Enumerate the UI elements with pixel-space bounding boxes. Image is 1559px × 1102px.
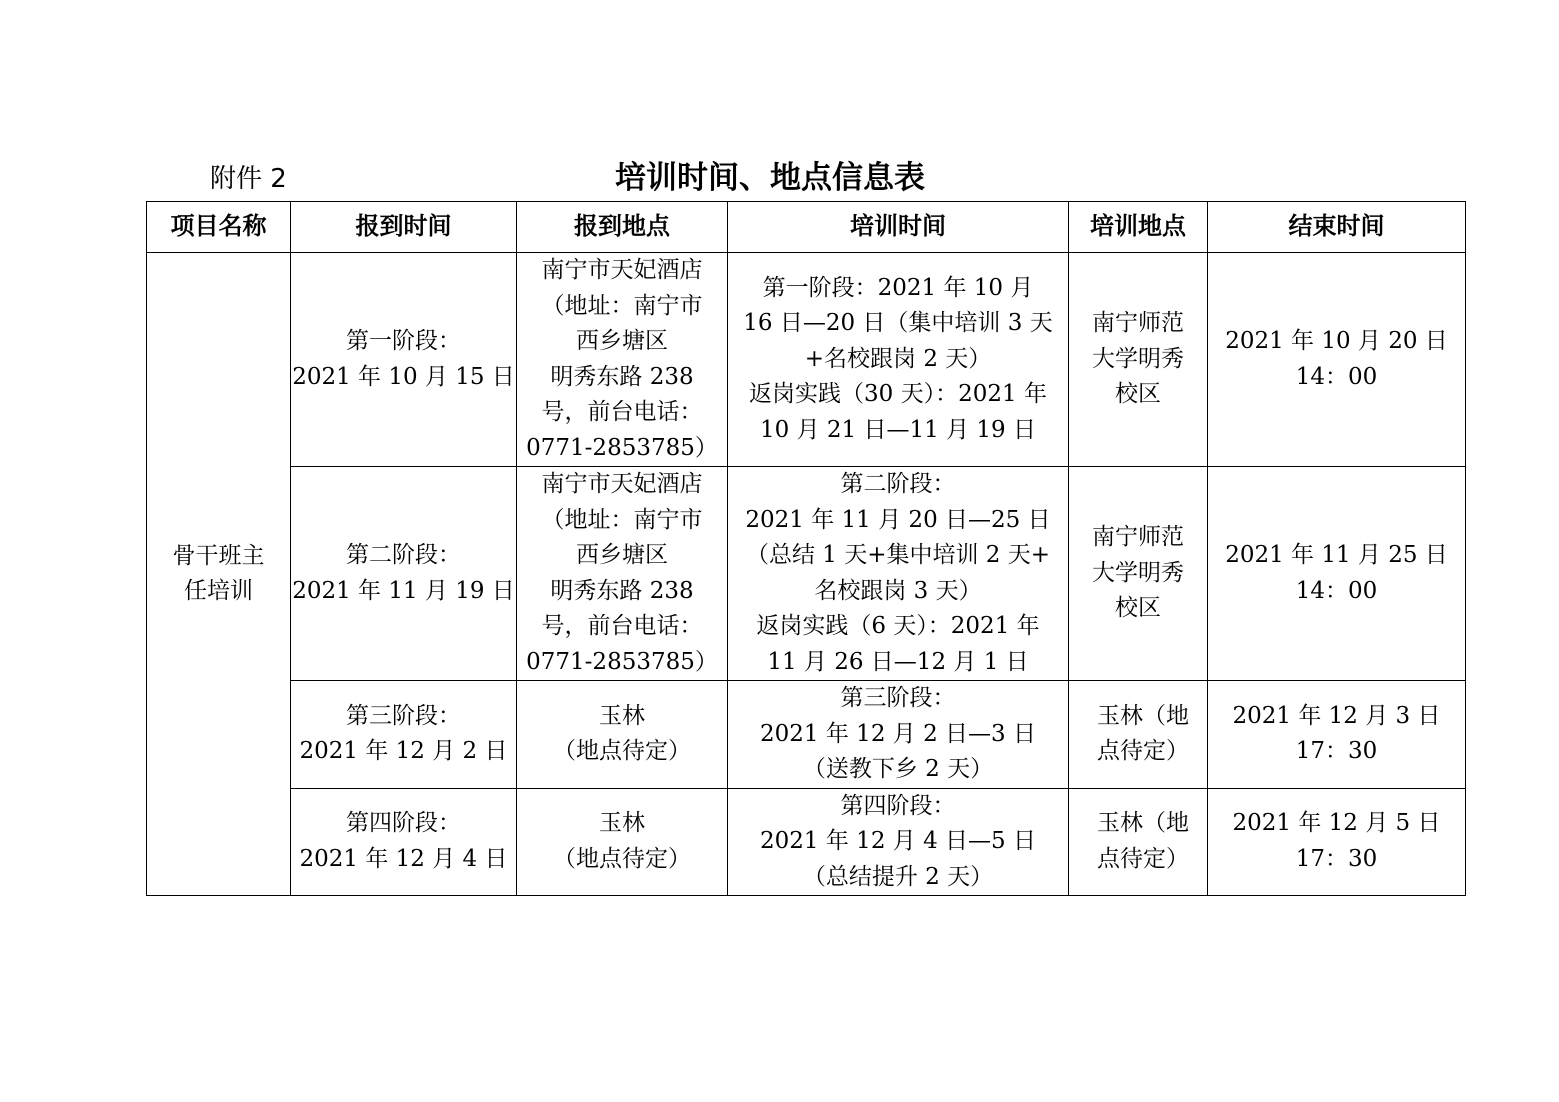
cell-line: （地址：南宁市: [541, 292, 703, 319]
cell-line: 名校跟岗 3 天）: [814, 577, 982, 604]
cell-line: （总结 1 天+集中培训 2 天+: [745, 542, 1051, 568]
cell-line: 返岗实践（6 天）：2021 年: [756, 613, 1040, 639]
end-time-cell: [1208, 467, 1466, 681]
training-place-cell: [1069, 788, 1208, 896]
table-row: [147, 253, 1466, 467]
checkin-place-cell: [517, 788, 728, 896]
cell-line: （地点待定）: [553, 845, 691, 872]
cell-line: （地址：南宁市: [541, 506, 703, 533]
schedule-table: [146, 201, 1466, 896]
cell-line: 2021 年 12 月 5 日: [1232, 810, 1441, 837]
cell-line: 0771-2853785）: [526, 434, 718, 461]
cell-line: 第四阶段：: [346, 810, 461, 837]
cell-line: 第四阶段：: [840, 792, 956, 819]
cell-line: 玉林（地: [1097, 810, 1189, 837]
cell-line: 点待定）: [1097, 845, 1189, 872]
cell-line: 第三阶段：: [346, 702, 461, 729]
checkin-place-cell: [517, 681, 728, 789]
checkin-place-cell: [517, 467, 728, 681]
checkin-time-cell: [291, 253, 517, 467]
cell-line: 校区: [1115, 595, 1161, 622]
cell-line: 南宁师范: [1092, 524, 1184, 551]
end-time-cell: [1208, 788, 1466, 896]
cell-line: 2021 年 10 月 20 日: [1225, 328, 1448, 354]
cell-line: 17：30: [1295, 845, 1378, 872]
cell-line: （送教下乡 2 天）: [802, 756, 994, 782]
project-name-line: 任培训: [184, 578, 253, 604]
cell-line: 2021 年 12 月 4 日—5 日: [760, 828, 1036, 854]
cell-line: 校区: [1115, 381, 1161, 408]
cell-line: 西乡塘区: [576, 542, 668, 568]
training-place-cell: [1069, 467, 1208, 681]
checkin-time-cell: [291, 788, 517, 896]
cell-line: 11 月 26 日—12 月 1 日: [767, 648, 1029, 675]
cell-line: 2021 年 11 月 19 日: [292, 577, 515, 604]
cell-line: 0771-2853785）: [526, 648, 718, 675]
cell-line: 2021 年 11 月 20 日—25 日: [745, 506, 1051, 533]
cell-line: 大学明秀: [1092, 559, 1184, 586]
checkin-time-cell: [291, 467, 517, 681]
header-end-time: 结束时间: [1208, 202, 1466, 253]
cell-line: 大学明秀: [1092, 345, 1184, 372]
table-row: [147, 467, 1466, 681]
header-row: [147, 202, 1466, 253]
cell-line: 返岗实践（30 天）：2021 年: [749, 381, 1047, 408]
cell-line: （地点待定）: [553, 738, 691, 765]
end-time-cell: [1208, 681, 1466, 789]
table-row: [147, 788, 1466, 896]
cell-line: 14：00: [1295, 363, 1378, 390]
cell-line: 第三阶段：: [840, 685, 956, 711]
checkin-time-cell: [291, 681, 517, 789]
cell-line: +名校跟岗 2 天）: [804, 345, 992, 372]
cell-line: 2021 年 12 月 4 日: [299, 845, 508, 872]
cell-line: 南宁市天妃酒店: [541, 471, 703, 497]
cell-line: 号，前台电话：: [541, 613, 703, 639]
table-row: [147, 681, 1466, 789]
header-training-place: 培训地点: [1069, 202, 1208, 253]
cell-line: 第二阶段：: [840, 471, 956, 497]
training-place-cell: [1069, 253, 1208, 467]
cell-line: 2021 年 12 月 3 日: [1232, 702, 1441, 729]
cell-line: 明秀东路 238: [550, 363, 694, 390]
cell-line: 14：00: [1295, 577, 1378, 604]
header-checkin-time: 报到时间: [291, 202, 517, 253]
cell-line: 16 日—20 日（集中培训 3 天: [743, 310, 1053, 337]
cell-line: 第一阶段：: [346, 328, 461, 354]
cell-line: （总结提升 2 天）: [802, 863, 994, 890]
cell-line: 玉林: [599, 702, 645, 729]
training-time-cell: [728, 467, 1069, 681]
cell-line: 南宁师范: [1092, 310, 1184, 337]
cell-line: 17：30: [1295, 738, 1378, 765]
training-time-cell: [728, 253, 1069, 467]
cell-line: 第一阶段：2021 年 10 月: [762, 274, 1034, 301]
cell-line: 2021 年 10 月 15 日: [292, 363, 515, 390]
cell-line: 2021 年 11 月 25 日: [1225, 542, 1448, 568]
cell-line: 2021 年 12 月 2 日: [299, 738, 508, 765]
training-place-cell: [1069, 681, 1208, 789]
checkin-place-cell: [517, 253, 728, 467]
cell-line: 点待定）: [1097, 738, 1189, 765]
training-time-cell: [728, 681, 1069, 789]
header-project-name: 项目名称: [147, 202, 291, 253]
project-name-line: 骨干班主: [172, 542, 265, 569]
cell-line: 10 月 21 日—11 月 19 日: [760, 416, 1036, 443]
cell-line: 号，前台电话：: [541, 399, 703, 425]
cell-line: 明秀东路 238: [550, 577, 694, 604]
cell-line: 玉林: [599, 810, 645, 837]
attachment-label: 附件 2: [210, 164, 287, 194]
cell-line: 南宁市天妃酒店: [541, 257, 703, 283]
header-training-time: 培训时间: [728, 202, 1069, 253]
end-time-cell: [1208, 253, 1466, 467]
cell-line: 西乡塘区: [576, 328, 668, 354]
cell-line: 2021 年 12 月 2 日—3 日: [760, 720, 1036, 747]
page-title: 培训时间、地点信息表: [615, 160, 925, 196]
cell-line: 第二阶段：: [346, 542, 461, 568]
cell-line: 玉林（地: [1097, 702, 1189, 729]
header-checkin-place: 报到地点: [517, 202, 728, 253]
project-name-cell: [147, 253, 291, 896]
training-time-cell: [728, 788, 1069, 896]
